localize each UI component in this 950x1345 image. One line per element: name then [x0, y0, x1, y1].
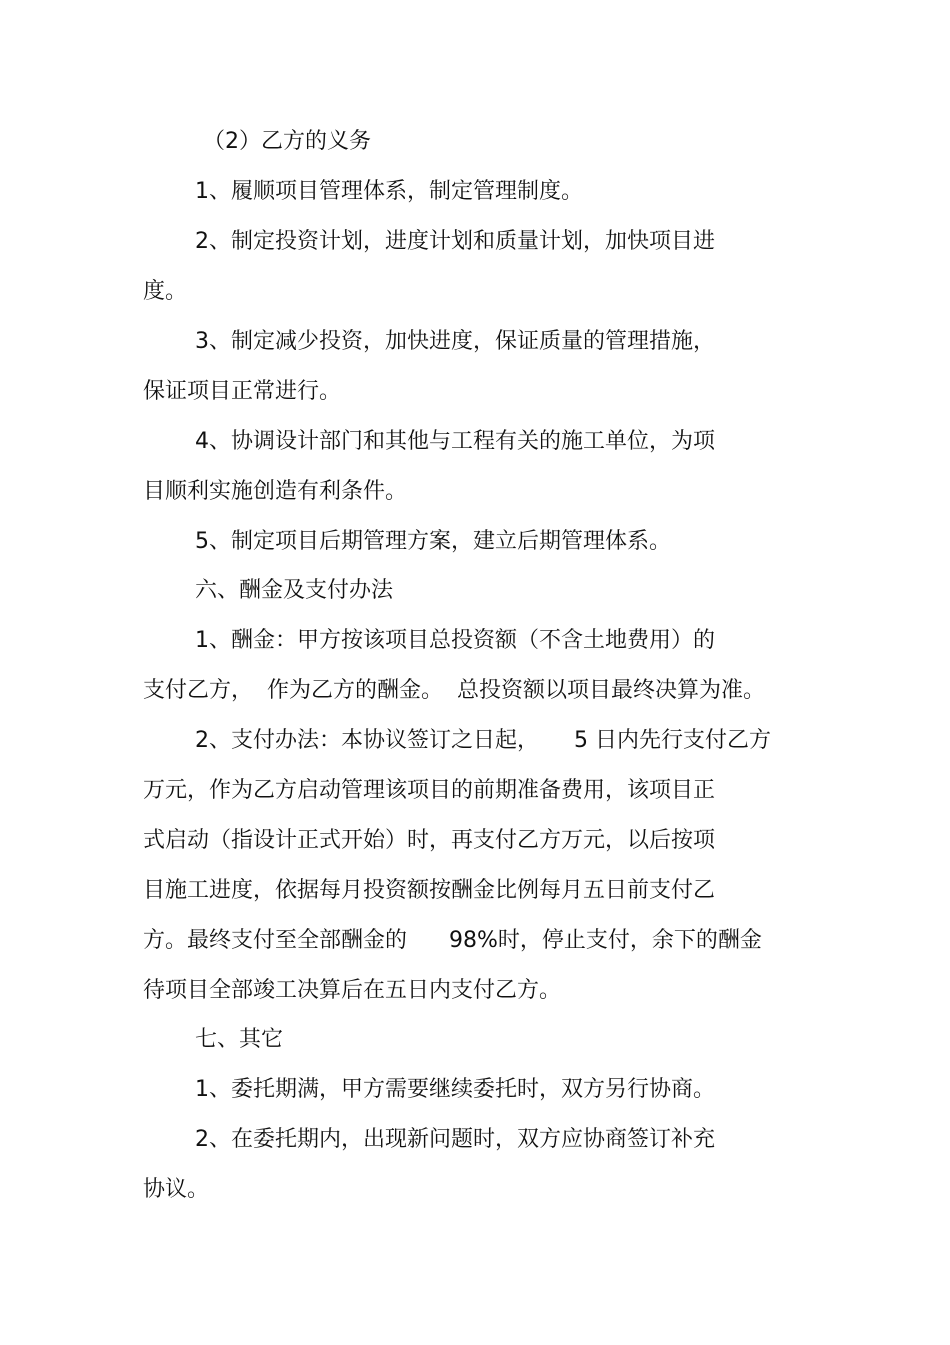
section-heading-payment: 六、酬金及支付办法 — [195, 578, 394, 603]
paragraph-line: 目顺利实施创造有利条件。 — [143, 479, 408, 504]
paragraph-line: 3、制定减少投资，加快进度，保证质量的管理措施， — [195, 329, 715, 354]
paragraph-line: 2、在委托期内，出现新问题时，双方应协商签订补充 — [195, 1127, 715, 1152]
section-heading-party-b-obligations: （2）乙方的义务 — [203, 129, 371, 154]
paragraph-line: 保证项目正常进行。 — [143, 379, 342, 404]
paragraph-line: 4、协调设计部门和其他与工程有关的施工单位，为项 — [195, 429, 715, 454]
paragraph-line: 协议。 — [143, 1177, 210, 1202]
paragraph-line: 度。 — [143, 279, 188, 304]
paragraph-line: 式启动（指设计正式开始）时，再支付乙方万元，以后按项 — [143, 828, 716, 853]
paragraph-line: 目施工进度，依据每月投资额按酬金比例每月五日前支付乙 — [143, 878, 716, 903]
paragraph-line: 5、制定项目后期管理方案，建立后期管理体系。 — [195, 529, 671, 554]
paragraph-line: 1、委托期满，甲方需要继续委托时，双方另行协商。 — [195, 1077, 715, 1102]
paragraph-line: 方。最终支付至全部酬金的 98%时，停止支付，余下的酬金 — [143, 928, 762, 953]
paragraph-line: 待项目全部竣工决算后在五日内支付乙方。 — [143, 978, 562, 1003]
paragraph-line: 万元，作为乙方启动管理该项目的前期准备费用，该项目正 — [143, 778, 716, 803]
paragraph-line: 2、制定投资计划，进度计划和质量计划，加快项目进 — [195, 229, 715, 254]
section-heading-other: 七、其它 — [195, 1027, 284, 1052]
paragraph-line: 1、酬金：甲方按该项目总投资额（不含土地费用）的 — [195, 628, 715, 653]
paragraph-line: 支付乙方， 作为乙方的酬金。 总投资额以项目最终决算为准。 — [143, 678, 765, 703]
paragraph-line: 2、支付办法：本协议签订之日起， 5 日内先行支付乙方 — [195, 728, 771, 753]
paragraph-line: 1、履顺项目管理体系，制定管理制度。 — [195, 179, 583, 204]
